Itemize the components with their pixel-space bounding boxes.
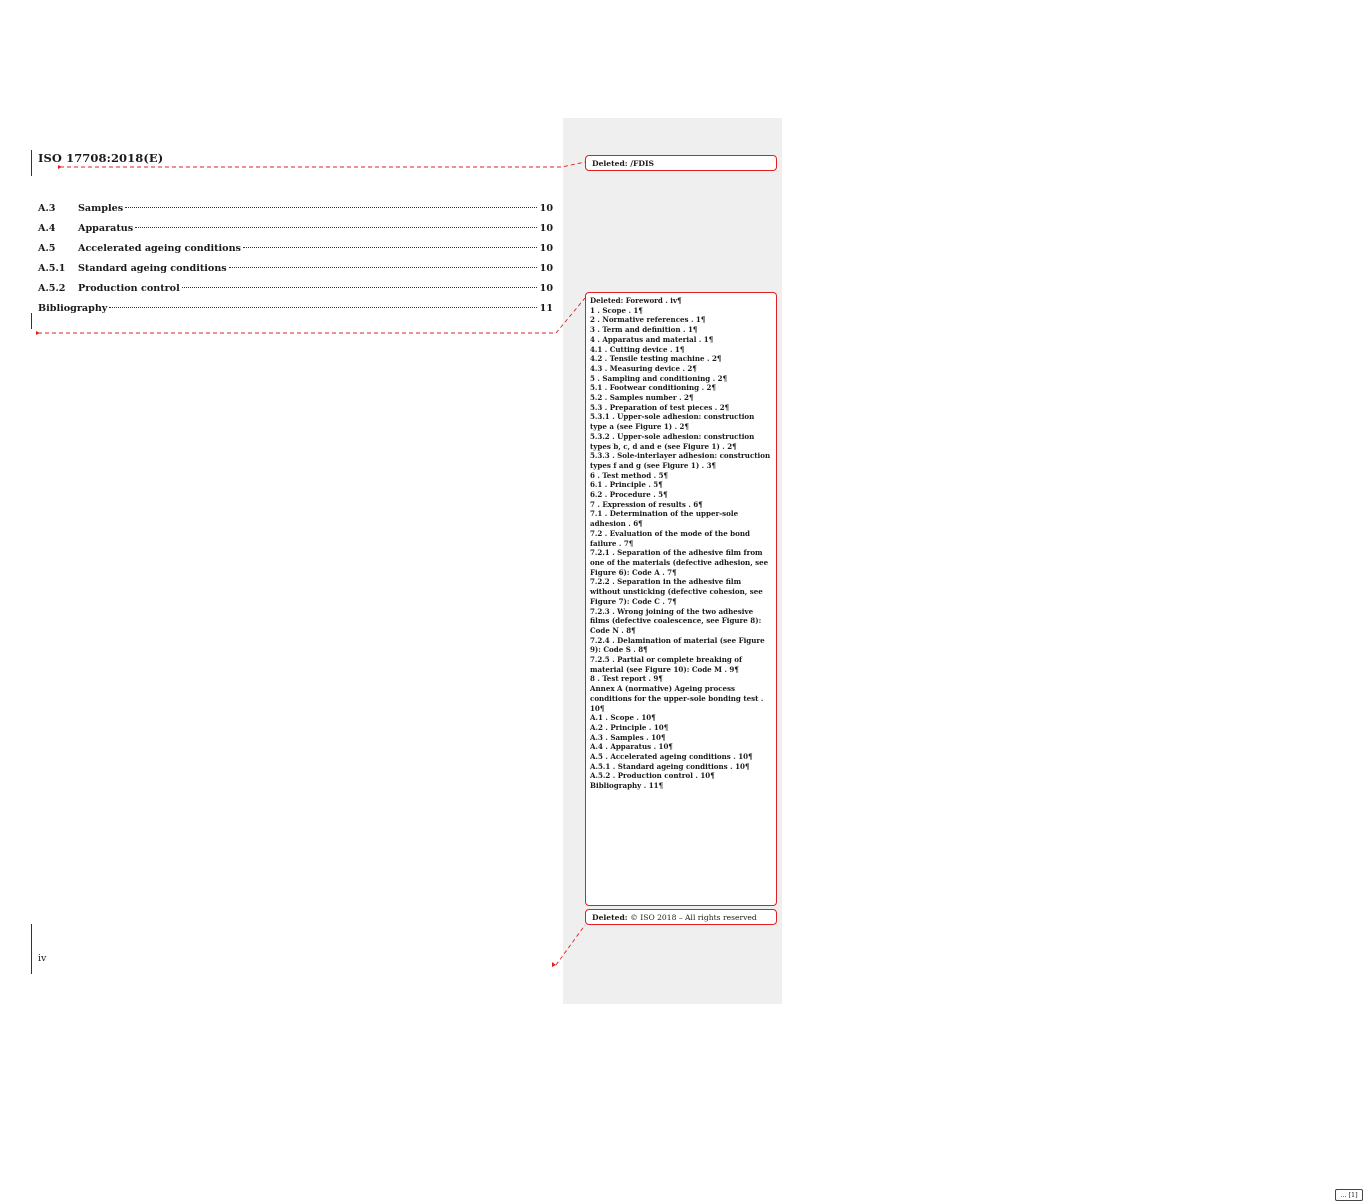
toc-row[interactable]: Bibliography 11 bbox=[38, 303, 553, 314]
comment-entry: 5.1 . Footwear conditioning . 2¶ bbox=[590, 383, 716, 393]
comment-entry: 6 . Test method . 5¶ bbox=[590, 470, 669, 480]
comment-entry: 4 . Apparatus and material . 1¶ bbox=[590, 334, 714, 344]
comment-entry: 7.1 . Determination of the upper-sole adhesion . 6¶ bbox=[590, 509, 739, 529]
comment-entry: 8 . Test report . 9¶ bbox=[590, 674, 663, 684]
comment-entry: 5.3.2 . Upper-sole adhesion: construction types b, c, d and e (see Figure 1) . 2¶ bbox=[590, 431, 755, 451]
toc-row[interactable]: A.3 Samples 10 bbox=[38, 203, 553, 214]
comment-entry: 7.2.2 . Separation in the adhesive film without unsticking (defective cohesion, see Figure 7): Code C . 7¶ bbox=[590, 577, 763, 606]
comment-entry: 7.2.1 . Separation of the adhesive film from one of the materials (defective adhesion, see Figure 6): Code A . 7¶ bbox=[590, 548, 769, 577]
toc-row[interactable]: A.5.1 Standard ageing conditions 10 bbox=[38, 263, 553, 274]
page-header-title: ISO 17708:2018(E) bbox=[38, 151, 164, 165]
comment-entry: 2 . Normative references . 1¶ bbox=[590, 315, 706, 325]
comment-entry: 7 . Expression of results . 6¶ bbox=[590, 499, 703, 509]
more-reference-button[interactable]: ... [1] bbox=[1335, 1189, 1363, 1201]
comment-entry: Bibliography . 11¶ bbox=[590, 781, 664, 791]
comment-entry: 7.2.5 . Partial or complete breaking of material (see Figure 10): Code M . 9¶ bbox=[590, 655, 743, 674]
toc-row[interactable]: A.5.2 Production control 10 bbox=[38, 283, 553, 294]
comment-entry: 7.2 . Evaluation of the mode of the bond failure . 7¶ bbox=[590, 528, 750, 548]
comment-deleted-copyright[interactable]: Deleted: © ISO 2018 – All rights reserved bbox=[585, 909, 777, 925]
toc-row[interactable]: A.5 Accelerated ageing conditions 10 bbox=[38, 243, 553, 254]
comment-entry: A.5.2 . Production control . 10¶ bbox=[590, 771, 715, 781]
toc-row[interactable]: A.4 Apparatus 10 bbox=[38, 223, 553, 234]
comment-entry: A.5 . Accelerated ageing conditions . 10¶ bbox=[590, 752, 753, 762]
comment-entry: A.5.1 . Standard ageing conditions . 10¶ bbox=[590, 761, 750, 771]
comment-entry: A.3 . Samples . 10¶ bbox=[590, 732, 666, 742]
comment-entry: 6.1 . Principle . 5¶ bbox=[590, 480, 663, 490]
comment-entry: 5.3.3 . Sole-interlayer adhesion: construction types f and g (see Figure 1) . 3¶ bbox=[590, 451, 771, 470]
comment-entry: 5.3 . Preparation of test pieces . 2¶ bbox=[590, 402, 730, 412]
comment-entry: A.4 . Apparatus . 10¶ bbox=[590, 742, 673, 752]
comment-entry: 3 . Term and definition . 1¶ bbox=[590, 325, 698, 335]
comment-entry: Annex A (normative) Ageing process conditions for the upper-sole bonding test . 10¶ bbox=[590, 684, 764, 713]
comment-entry: 4.2 . Tensile testing machine . 2¶ bbox=[590, 354, 722, 364]
page-number: iv bbox=[38, 953, 47, 964]
comment-entry: 7.2.3 . Wrong joining of the two adhesive films (defective coalescence, see Figure 8): Code N . 8¶ bbox=[590, 606, 762, 635]
comment-entry: 5.2 . Samples number . 2¶ bbox=[590, 393, 694, 403]
comment-entry: 1 . Scope . 1¶ bbox=[590, 305, 643, 315]
comment-entry: 5.3.1 . Upper-sole adhesion: construction type a (see Figure 1) . 2¶ bbox=[590, 412, 755, 432]
comment-entry: A.2 . Principle . 10¶ bbox=[590, 722, 669, 732]
comment-entry: 7.2.4 . Delamination of material (see Figure 9): Code S . 8¶ bbox=[590, 635, 765, 655]
comment-entry: Deleted: Foreword . iv¶ bbox=[590, 296, 682, 305]
comment-deleted-fdis[interactable]: Deleted: /FDIS bbox=[585, 155, 777, 171]
comment-entry: 6.2 . Procedure . 5¶ bbox=[590, 490, 668, 500]
comment-entry: A.1 . Scope . 10¶ bbox=[590, 713, 656, 723]
comment-entry: 4.3 . Measuring device . 2¶ bbox=[590, 363, 697, 373]
comment-entry: 5 . Sampling and conditioning . 2¶ bbox=[590, 373, 728, 383]
comment-entry: 4.1 . Cutting device . 1¶ bbox=[590, 344, 685, 354]
